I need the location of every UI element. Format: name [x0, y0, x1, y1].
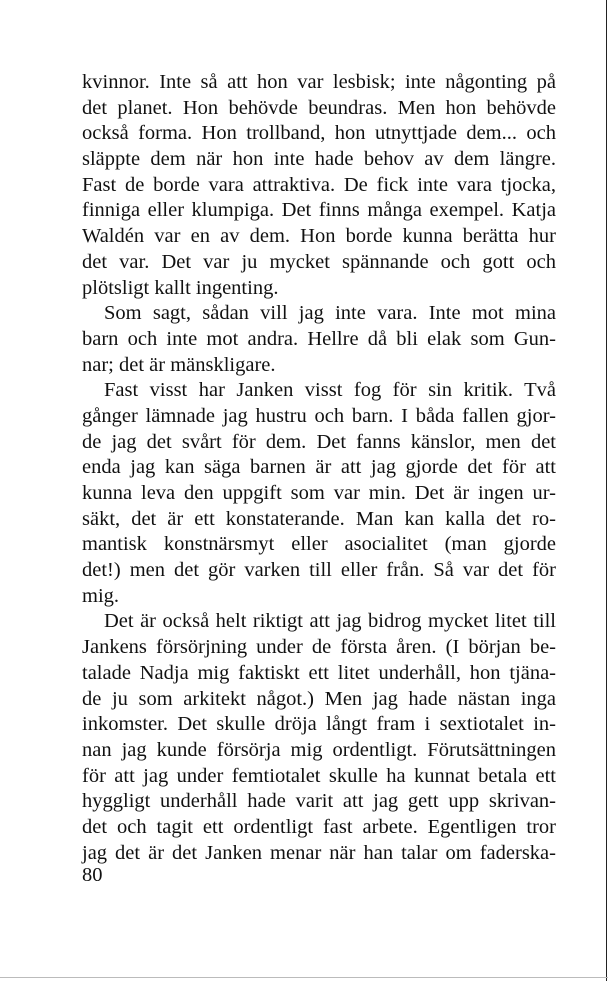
text-line: det var. Det var ju mycket spännande och gott och	[82, 250, 556, 273]
text-line: Fast de borde vara attraktiva. De fick inte vara tjocka,	[82, 173, 556, 196]
text-line: kvinnor. Inte så att hon var lesbisk; inte någonting på	[82, 71, 556, 93]
text-line: talade Nadja mig faktiskt ett litet underhåll, hon tjäna-	[82, 661, 556, 684]
text-line: säkt, det är ett konstaterande. Man kan kalla det ro-	[82, 507, 556, 530]
body-text	[82, 70, 556, 866]
text-line: nar; det är mänskligare.	[82, 353, 276, 376]
text-line: kunna leva den uppgift som var min. Det är ingen ur-	[82, 482, 556, 504]
text-line: inkomster. Det skulle dröja långt fram i sextiotalet in-	[82, 713, 556, 736]
text-line: släppte dem när hon inte hade behov av dem längre.	[82, 148, 556, 171]
text-line: de ju som arkitekt något.) Men jag hade nästan inga	[82, 687, 556, 710]
text-line: Fast visst har Janken visst fog för sin kritik. Två	[104, 379, 556, 402]
text-line: hyggligt underhåll hade varit att jag gett upp skrivan-	[82, 790, 556, 813]
text-line: Waldén var en av dem. Hon borde kunna berätta hur	[82, 225, 556, 248]
text-line: Jankens försörjning under de första åren. (I början be-	[82, 636, 556, 659]
text-line: barn och inte mot andra. Hellre då bli elak som Gun-	[82, 327, 556, 350]
text-line: mantisk konstnärsmyt eller asocialitet (man gjorde	[82, 533, 556, 556]
text-line: Det är också helt riktigt att jag bidrog mycket litet till	[104, 610, 556, 633]
text-line: gånger lämnade jag hustru och barn. I båda fallen gjor-	[82, 404, 556, 427]
text-line: enda jag kan säga barnen är att jag gjorde det för att	[82, 456, 556, 479]
text-line: också forma. Hon trollband, hon utnyttjade dem... och	[82, 122, 556, 145]
text-line: nan jag kunde försörja mig ordentligt. Förutsättningen	[82, 738, 556, 761]
text-line: plötsligt kallt ingenting.	[82, 276, 279, 299]
text-line: de jag det svårt för dem. Det fanns känslor, men det	[82, 430, 556, 453]
text-line: mig.	[82, 584, 120, 607]
text-line: finniga eller klumpiga. Det finns många exempel. Katja	[82, 199, 556, 222]
page-number: 80	[82, 864, 103, 886]
text-line: Som sagt, sådan vill jag inte vara. Inte mot mina	[104, 302, 556, 325]
page-edge-bottom	[0, 977, 608, 978]
text-line: det och tagit ett ordentligt fast arbete. Egentligen tror	[82, 815, 556, 838]
text-line: för att jag under femtiotalet skulle ha kunnat betala ett	[82, 764, 556, 787]
text-line: det!) men det gör varken till eller från. Så var det för	[82, 559, 556, 582]
text-line: jag det är det Janken menar när han talar om faderska-	[82, 841, 556, 864]
page-edge-right	[606, 0, 607, 981]
text-line: det planet. Hon behövde beundras. Men hon behövde	[82, 96, 556, 119]
